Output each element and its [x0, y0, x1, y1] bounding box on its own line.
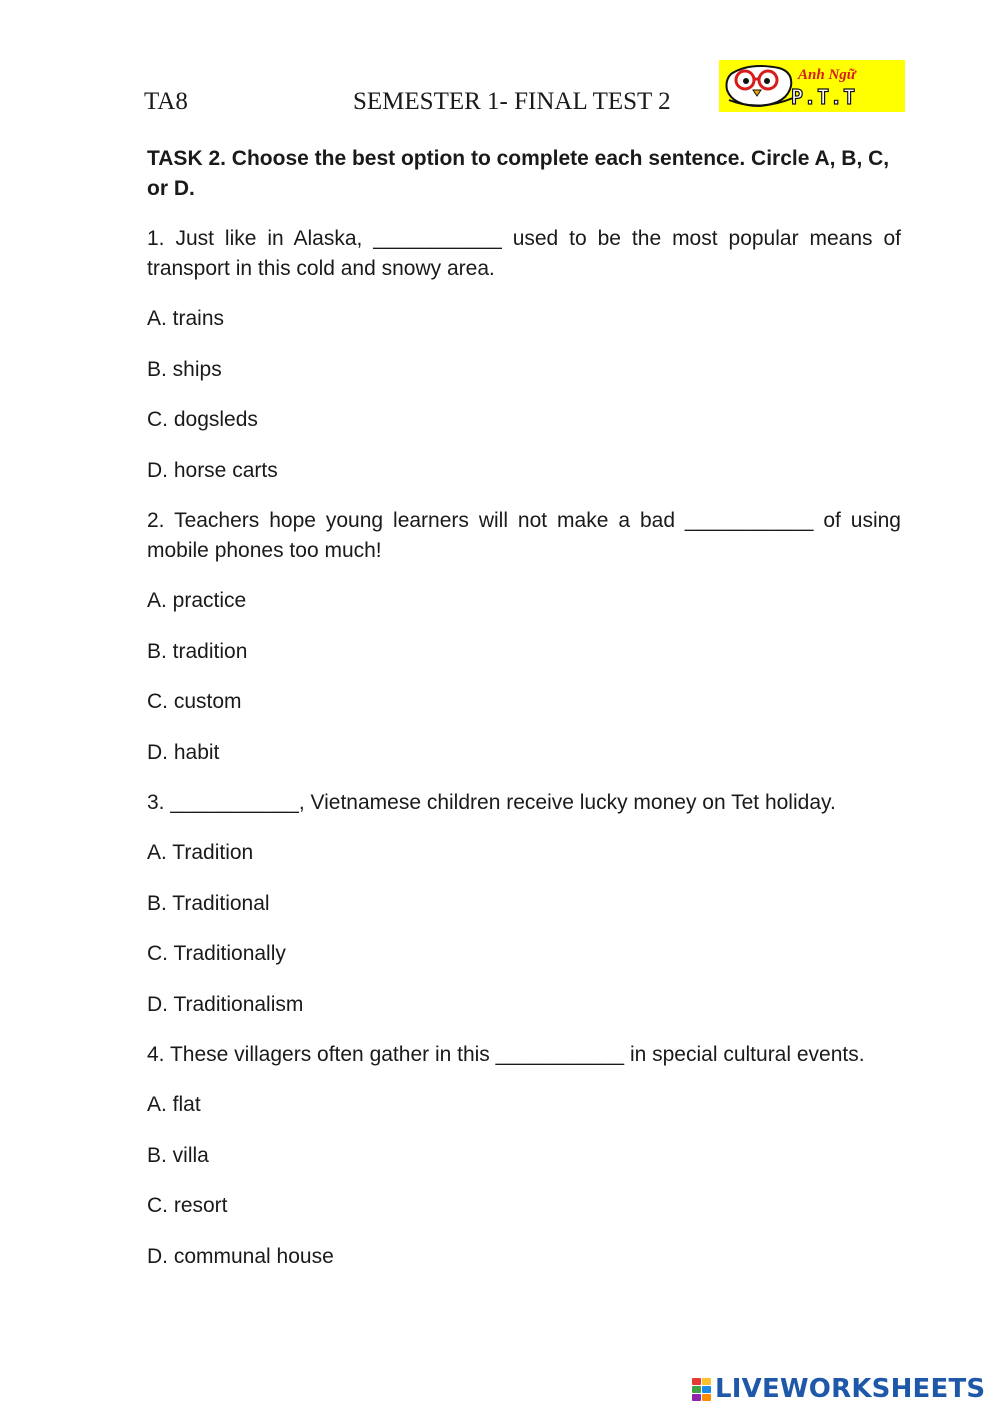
option-b[interactable]: B. tradition: [147, 639, 248, 663]
question-4: [147, 1040, 901, 1272]
logo-text-bottom: P.T.T: [791, 85, 857, 109]
logo-text-top: Anh Ngữ: [798, 67, 856, 83]
option-a[interactable]: A. flat: [147, 1093, 201, 1116]
option-c[interactable]: C. resort: [147, 1194, 228, 1217]
question-3: [147, 788, 901, 1020]
option-c[interactable]: C. Traditionally: [147, 942, 286, 965]
option-d[interactable]: D. communal house: [147, 1244, 334, 1268]
test-title: SEMESTER 1- FINAL TEST 2: [353, 88, 671, 115]
option-b[interactable]: B. villa: [147, 1143, 209, 1167]
option-b[interactable]: B. Traditional: [147, 891, 270, 915]
course-code: TA8: [144, 88, 188, 115]
question-text: 2. Teachers hope young learners will not make a bad ___________ of using mobile phones too much!: [147, 509, 901, 562]
question-text: 1. Just like in Alaska, ___________ used to be the most popular means of transport in this cold and snowy area.: [147, 227, 901, 280]
brand-grid-icon: [692, 1378, 712, 1402]
option-b[interactable]: B. ships: [147, 357, 222, 381]
option-d[interactable]: D. Traditionalism: [147, 992, 304, 1016]
option-d[interactable]: D. horse carts: [147, 458, 278, 482]
option-c[interactable]: C. dogsleds: [147, 408, 258, 431]
liveworksheets-brand[interactable]: [692, 1374, 992, 1406]
task-heading: TASK 2. Choose the best option to complete each sentence. Circle A, B, C, or D.: [147, 147, 890, 200]
option-a[interactable]: A. practice: [147, 589, 247, 612]
worksheet-content: [147, 144, 901, 1292]
question-text: 3. ___________, Vietnamese children receive lucky money on Tet holiday.: [147, 791, 836, 814]
school-logo: [719, 60, 905, 112]
option-d[interactable]: D. habit: [147, 740, 220, 764]
option-a[interactable]: A. Tradition: [147, 841, 254, 864]
question-1: [147, 224, 901, 486]
option-a[interactable]: A. trains: [147, 307, 225, 330]
option-c[interactable]: C. custom: [147, 690, 242, 713]
question-text: 4. These villagers often gather in this ___________ in special cultural events.: [147, 1043, 865, 1066]
question-2: [147, 506, 901, 768]
brand-name: LIVEWORKSHEETS: [715, 1374, 986, 1404]
